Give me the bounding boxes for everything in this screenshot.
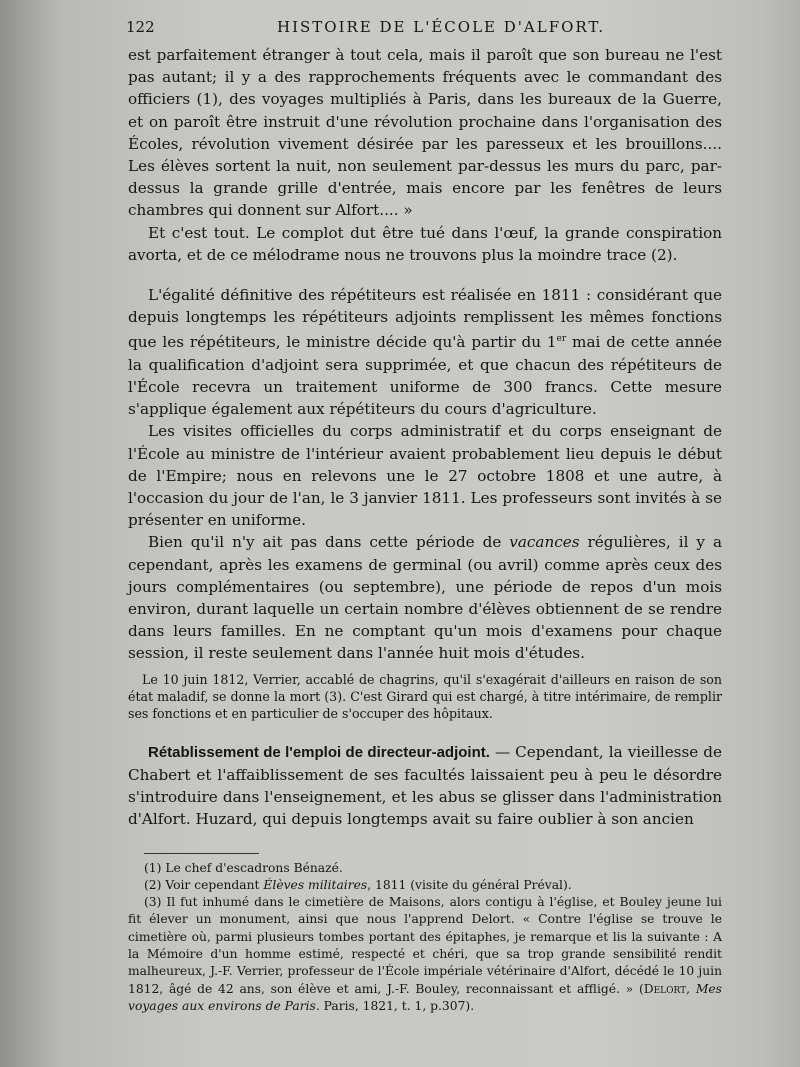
paragraph: Les visites officielles du corps administratif et du corps enseignant de l'École au ministre de l'intérieur avaient probablement lieu depuis le début de l'Empire; nous en relevons une le 27 octobre 1808 et une autre, à l'occasion du jour de l'an, le 3 janvier 1811. Les professeurs sont invités à se présenter en uniforme. — [128, 422, 722, 530]
section-gap — [128, 723, 722, 741]
text-run: (2) Voir cependant — [144, 877, 264, 892]
text-run: L'égalité définitive des répétiteurs est réalisée en 1811 : considérant que depuis longtemps les répétiteurs adjoints remplissent les mêmes fonctions que les répétiteurs, le ministre décide qu'à partir du 1 — [128, 286, 722, 352]
text-run: , — [686, 981, 696, 996]
footnote — [128, 894, 722, 1015]
text-run: Bien qu'il n'y ait pas dans cette période de — [148, 533, 510, 552]
paragraph: est parfaitement étranger à tout cela, mais il paroît que son bureau ne l'est pas autant; il y a des rapprochements fréquents avec le commandant des officiers (1), des voyages multipliés à Paris, dans les bureaux de la Guerre, et on paroît être instruit d'une révolution prochaine dans l'organisation des Écoles, révolution vivement désirée par les paresseux et les brouillons.... Les élèves sortent la nuit, non seulement par-dessus les murs du parc, par-dessus la grande grille d'entrée, mais encore par les fenêtres de leurs chambres qui donnent sur Alfort.... » — [128, 46, 722, 220]
footnote: (1) Le chef d'escadrons Bénazé. — [144, 860, 343, 875]
small-caps-text: Delort — [643, 981, 687, 996]
text-run: . Paris, 1821, t. 1, p.307). — [315, 998, 475, 1013]
text-run: mai de cette année la qualification d'adjoint sera supprimée, et que chacun des répétiteurs de l'École recevra un traitement uniforme de 300 francs. Cette mesure s'applique également aux répétiteurs du cours d'agriculture. — [128, 333, 722, 419]
italic-text: Élèves militaires — [263, 877, 368, 892]
page-body — [128, 44, 722, 1015]
superscript: er — [556, 334, 567, 345]
footnote-rule — [144, 853, 259, 854]
section-gap — [128, 266, 722, 284]
italic-text: vacances — [509, 533, 580, 552]
paragraph — [128, 284, 722, 420]
paragraph — [128, 741, 722, 831]
small-paragraph: Le 10 juin 1812, Verrier, accablé de chagrins, qu'il s'exagérait d'ailleurs en raison de son état maladif, se donne la mort (3). C'est Girard qui est chargé, à titre intérimaire, de remplir ses fonctions et en particulier de s'occuper des hôpitaux. — [128, 671, 722, 722]
paragraph: Et c'est tout. Le complot dut être tué dans l'œuf, la grande conspiration avorta, et de ce mélodrame nous ne trouvons plus la moindre trace (2). — [128, 223, 722, 264]
text-run: — Cependant, la vieillesse de Chabert et l'affaiblissement de ses facultés laissaient peu à peu le désordre s'introduire dans l'enseignement, et les abus se glisser dans l'administration d'Alfort. Huzard, qui depuis longtemps avait su faire oublier à son ancien — [128, 742, 722, 829]
running-title: HISTOIRE DE L'ÉCOLE D'ALFORT. — [277, 18, 605, 36]
page-header — [126, 18, 716, 42]
page-number: 122 — [126, 18, 155, 36]
text-run: , 1811 (visite du général Préval). — [367, 877, 572, 892]
text-run: (3) Il fut inhumé dans le cimetière de Maisons, alors contigu à l'église, et Bouley jeune lui fit élever un monument, ainsi que nous l'apprend Delort. « Contre l'église se trouve le cimetière où, parmi plusieurs tombes portant des épitaphes, je remarque et lis la suivante : A la Mémoire d'un homme estimé, respecté et chéri, que sa trop grande sensibilité rendit malheureux, J.-F. Verrier, professeur de l'École impériale vétérinaire d'Alfort, décédé le 10 juin 1812, âgé de 42 ans, son élève et ami, J.-F. Bouley, reconnaissant et affligé. » ( — [128, 895, 722, 996]
footnote — [128, 877, 722, 894]
paragraph — [128, 531, 722, 664]
section-title: Rétablissement de l'emploi de directeur-adjoint. — [148, 743, 490, 761]
italic-text: Mes voyages aux environs de Paris — [128, 981, 722, 1013]
text-run: régulières, il y a cependant, après les examens de germinal (ou avril) comme après ceux des jours complémentaires (ou septembre), une période de repos d'un mois environ, durant laquelle un certain nombre d'élèves obtiennent de se rendre dans leurs familles. En ne comptant qu'un mois d'examens pour chaque session, il reste seulement dans l'année huit mois d'études. — [128, 533, 722, 663]
